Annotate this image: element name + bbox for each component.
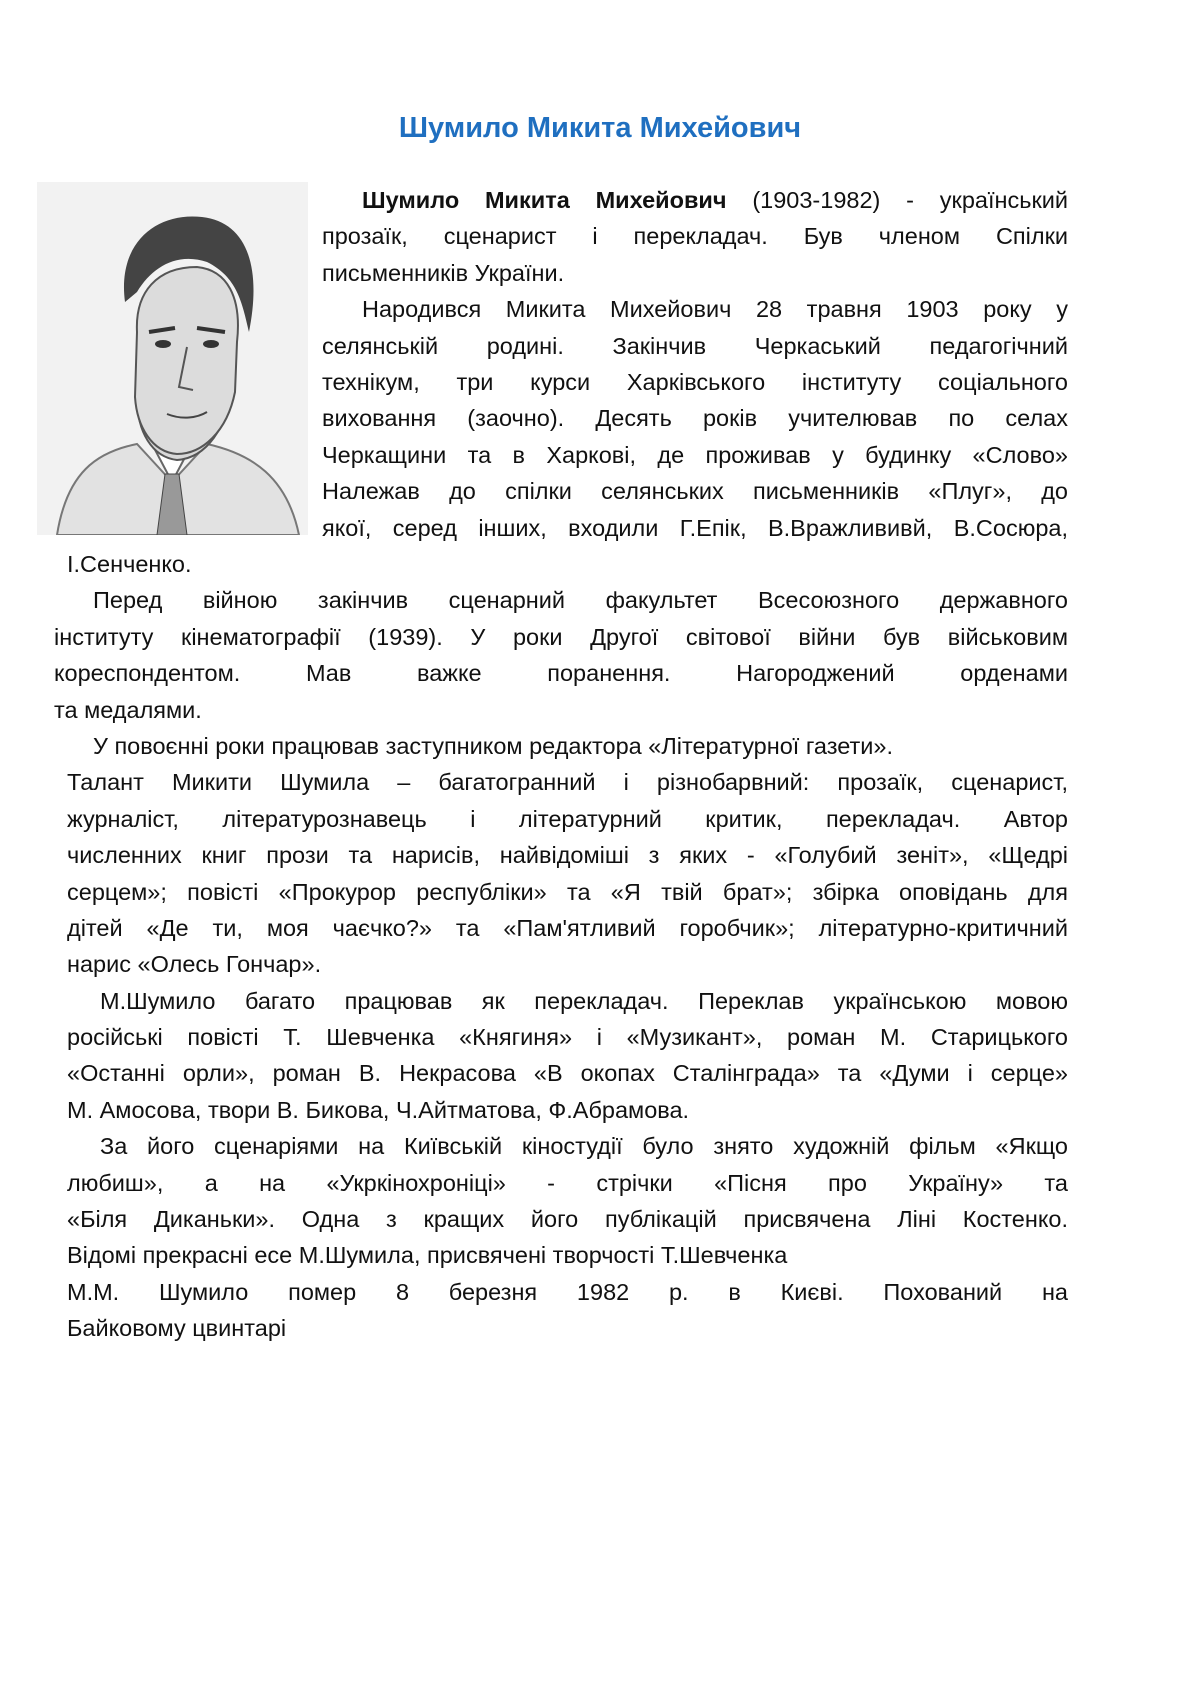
text-line: кореспондентом. Мав важке поранення. Нагороджений орденами	[54, 660, 1068, 687]
text-line: Байковому цвинтарі	[67, 1315, 287, 1342]
text-line: Перед війною закінчив сценарний факультет Всесоюзного державного	[93, 587, 1068, 614]
text-line: якої, серед інших, входили Г.Епік, В.Вражлививй, В.Сосюра,	[322, 514, 1068, 541]
text-line: Талант Микити Шумила – багатогранний і різнобарвний: прозаїк, сценарист,	[67, 769, 1068, 796]
text-line: Відомі прекрасні есе М.Шумила, присвячені творчості Т.Шевченка	[67, 1242, 788, 1269]
text-line: технікум, три курси Харківського інституту соціального	[322, 368, 1068, 395]
text-line: дітей «Де ти, моя чаєчко?» та «Пам'ятливий горобчик»; літературно-критичний	[67, 914, 1068, 941]
text-line: нарис «Олесь Гончар».	[67, 951, 322, 978]
subject-name: Шумило Микита Михейович	[362, 187, 727, 213]
text-line: любиш», а на «Укркінохроніці» - стрічки «Пісня про Україну» та	[67, 1169, 1068, 1196]
text-line: та медалями.	[54, 696, 202, 723]
text-line: журналіст, літературознавець і літературний критик, перекладач. Автор	[67, 805, 1068, 832]
text-line: інституту кінематографії (1939). У роки Другої світової війни був військовим	[54, 623, 1068, 650]
text-line: серцем»; повісті «Прокурор республіки» та «Я твій брат»; збірка оповідань для	[67, 878, 1068, 905]
text-line: Належав до спілки селянських письменників «Плуг», до	[322, 478, 1068, 505]
text-line: виховання (заочно). Десять років учителював по селах	[322, 405, 1068, 432]
text-line: М.М. Шумило помер 8 березня 1982 р. в Києві. Похований на	[67, 1278, 1068, 1305]
portrait-sketch	[37, 182, 308, 535]
text-line: Шумило Микита Михейович (1903-1982) - український	[362, 187, 1068, 213]
text-line: Народився Микита Михейович 28 травня 1903 року у	[362, 296, 1068, 323]
page-title: Шумило Микита Михейович	[398, 112, 802, 144]
text-line: Черкащини та в Харкові, де проживав у будинку «Слово»	[322, 441, 1068, 468]
body-text-block	[54, 546, 1068, 1347]
text-line: У повоєнні роки працював заступником редактора «Літературної газети».	[93, 732, 893, 759]
text-line: прозаїк, сценарист і перекладач. Був членом Спілки	[322, 223, 1068, 250]
text-line: «Останні орли», роман В. Некрасова «В окопах Сталінграда» та «Думи і серце»	[67, 1060, 1068, 1087]
text-line: І.Сенченко.	[67, 551, 192, 577]
text-line: М.Шумило багато працював як перекладач. Переклав українською мовою	[100, 987, 1068, 1014]
text-line: За його сценаріями на Київській кіностудії було знято художній фільм «Якщо	[100, 1133, 1068, 1160]
text-line: М. Амосова, твори В. Бикова, Ч.Айтматова, Ф.Абрамова.	[67, 1096, 690, 1123]
text-line: «Біля Диканьки». Одна з кращих його публікацій присвячена Ліні Костенко.	[67, 1206, 1068, 1233]
text-line: письменників України.	[322, 259, 565, 286]
intro-text-block	[322, 182, 1068, 546]
text-line: російські повісті Т. Шевченка «Княгиня» і «Музикант», роман М. Старицького	[67, 1024, 1068, 1051]
text-line: численних книг прози та нарисів, найвідоміші з яких - «Голубий зеніт», «Щедрі	[67, 842, 1068, 869]
text-line: селянській родині. Закінчив Черкаський педагогічний	[322, 332, 1068, 359]
